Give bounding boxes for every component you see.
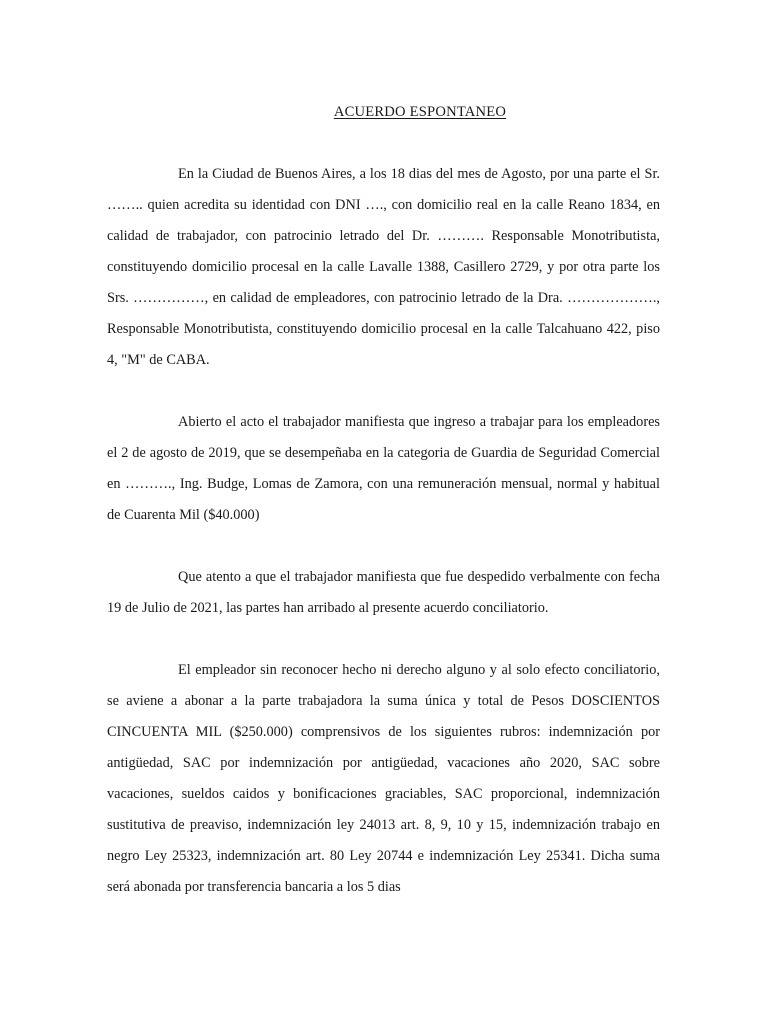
document-body — [107, 159, 660, 934]
paragraph-payment: El empleador sin reconocer hecho ni derecho alguno y al solo efecto conciliatorio, se aviene a abonar a la parte trabajadora la suma única y total de Pesos DOSCIENTOS CINCUENTA MIL ($250.000) comprensivos de los siguientes rubros: indemnización por antigüedad, SAC por indemnización por antigüedad, vacaciones año 2020, SAC sobre vacaciones, sueldos caidos y bonificaciones graciables, SAC proporcional, indemnización sustitutiva de preaviso, indemnización ley 24013 art. 8, 9, 10 y 15, indemnización trabajo en negro Ley 25323, indemnización art. 80 Ley 20744 e indemnización Ley 25341. Dicha suma será abonada por transferencia bancaria a los 5 dias — [107, 662, 660, 895]
paragraph-parties: En la Ciudad de Buenos Aires, a los 18 dias del mes de Agosto, por una parte el Sr. …….. quien acredita su identidad con DNI …., con domicilio real en la calle Reano 1834, en calidad de trabajador, con patrocinio letrado del Dr. ………. Responsable Monotributista, constituyendo domicilio procesal en la calle Lavalle 1388, Casillero 2729, y por otra parte los Srs. ……………, en calidad de empleadores, con patrocinio letrado de la Dra. ………………., Responsable Monotributista, constituyendo domicilio procesal en la calle Talcahuano 422, piso 4, "M" de CABA. — [107, 166, 660, 368]
document-title: ACUERDO ESPONTANEO — [333, 104, 507, 120]
paragraph-employment: Abierto el acto el trabajador manifiesta que ingreso a trabajar para los empleadores el 2 de agosto de 2019, que se desempeñaba en la categoria de Guardia de Seguridad Comercial en ………., Ing. Budge, Lomas de Zamora, con una remuneración mensual, normal y habitual de Cuarenta Mil ($40.000) — [107, 414, 660, 523]
paragraph-dismissal: Que atento a que el trabajador manifiesta que fue despedido verbalmente con fecha 19 de Julio de 2021, las partes han arribado al presente acuerdo conciliatorio. — [107, 569, 660, 616]
